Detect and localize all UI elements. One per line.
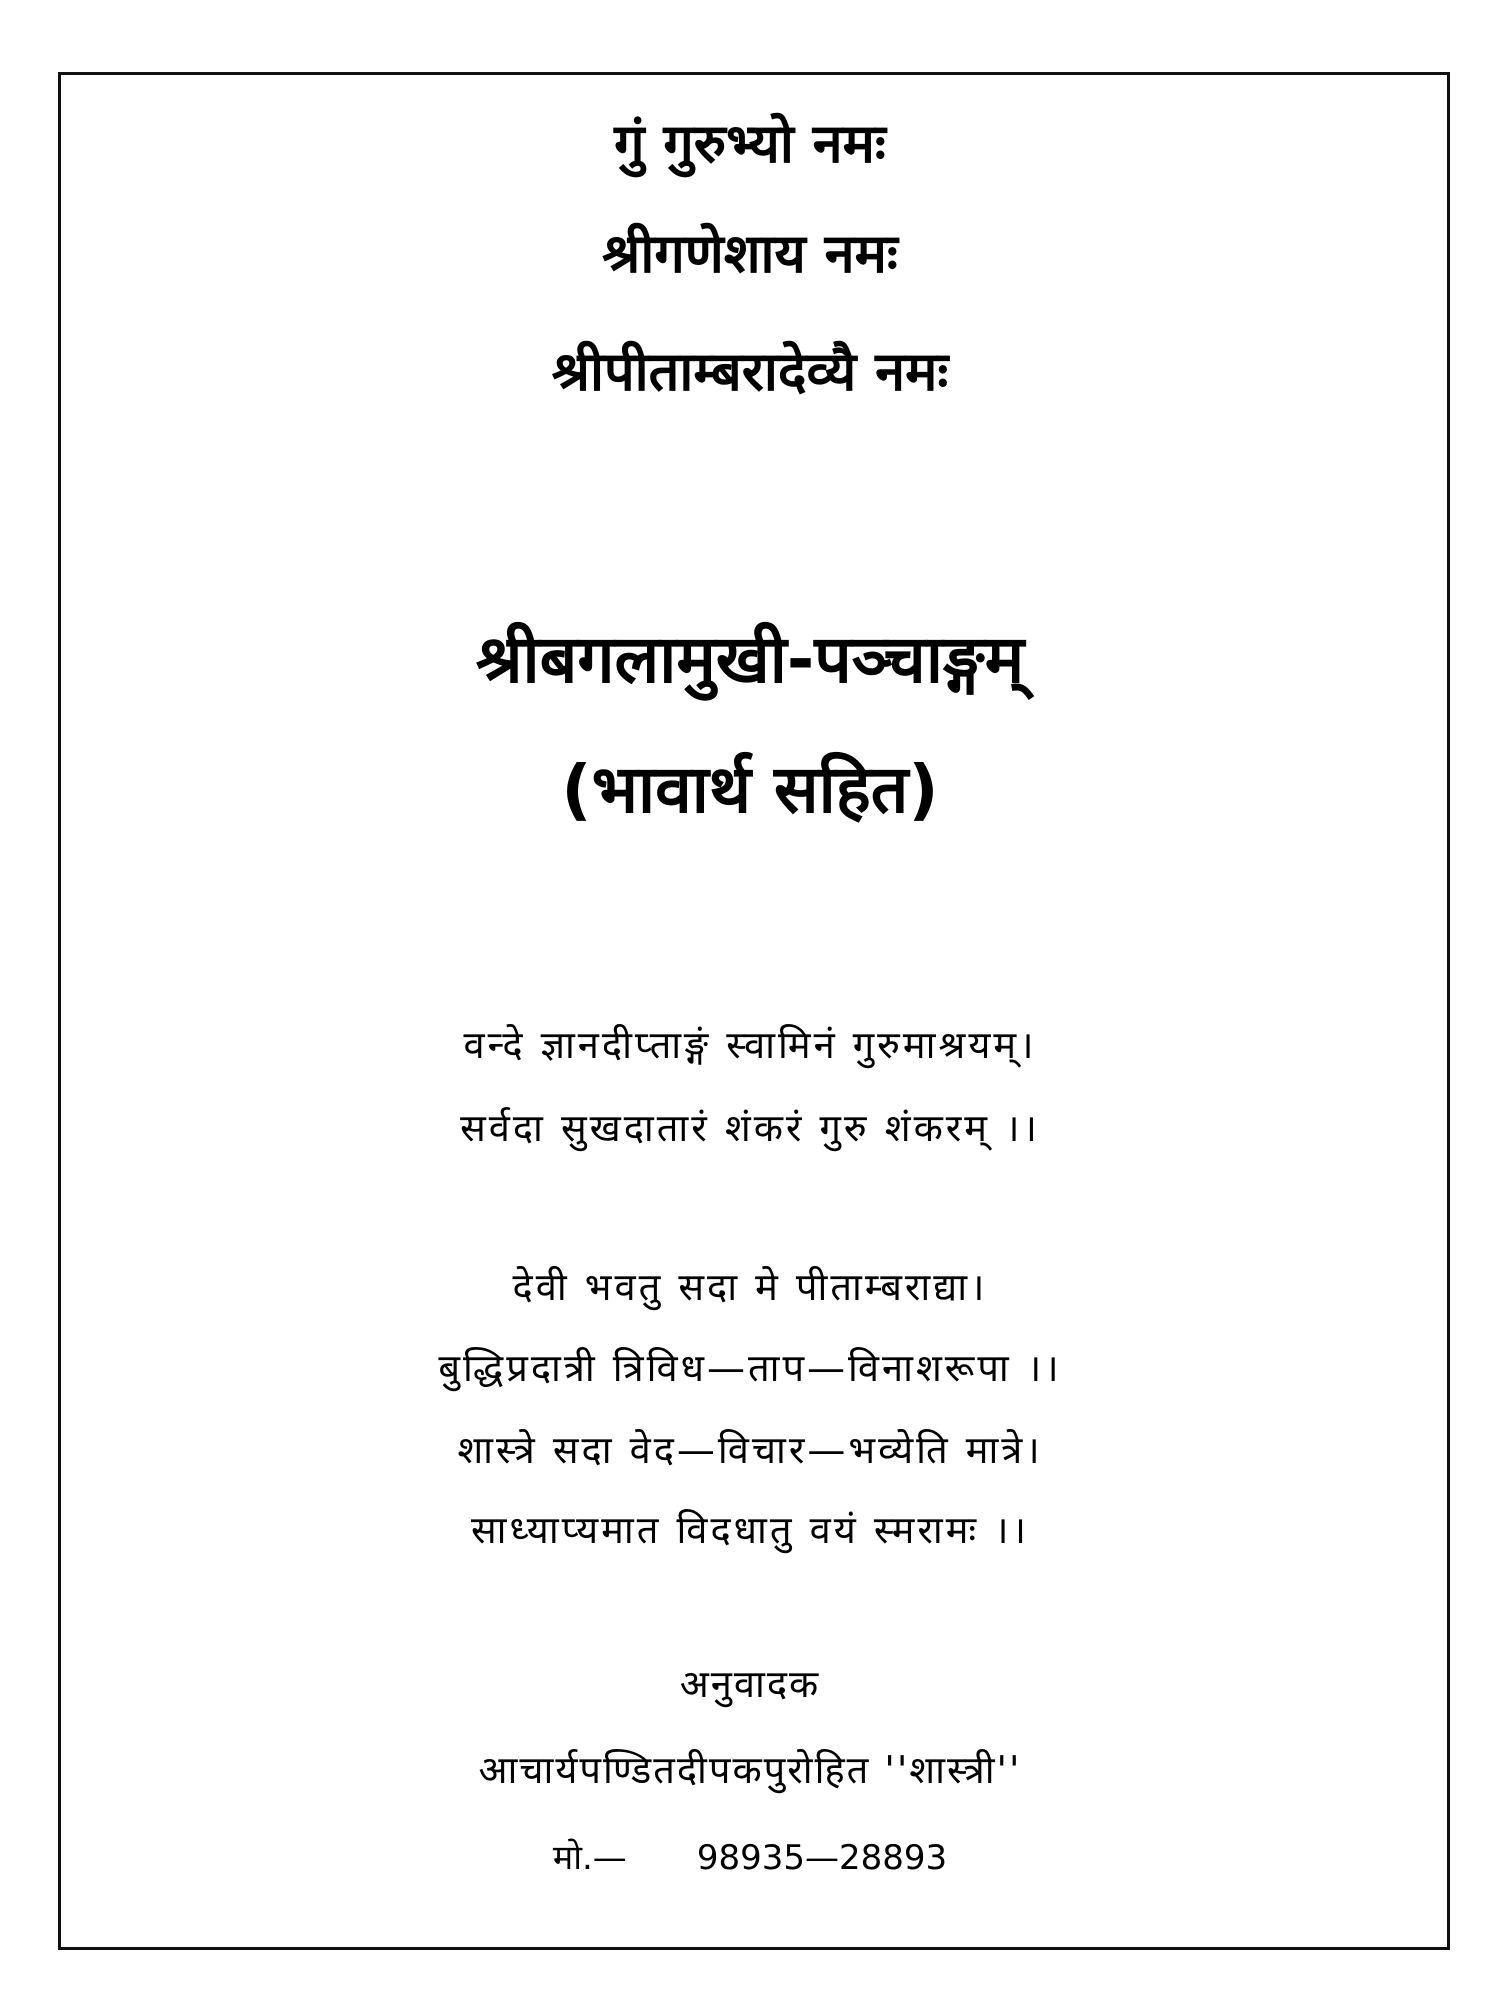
- verse1-line2: सर्वदा सुखदातारं शंकरं गुरु शंकरम् ।।: [460, 1106, 1040, 1150]
- verse1-line1: वन्दे ज्ञानदीप्ताङ्गं स्वामिनं गुरुमाश्रयम्।: [463, 1023, 1037, 1067]
- translator-name: आचार्यपण्डितदीपकपुरोहित ''शास्त्री'': [478, 1748, 1022, 1792]
- translator-label: अनुवादक: [679, 1662, 821, 1706]
- phone-label: मो.—: [552, 1838, 627, 1878]
- verse2-line4: साध्याप्यमात विदधातु वयं स्मरामः ।।: [470, 1508, 1029, 1552]
- book-title: श्रीबगलामुखी-पञ्चाङ्गम्: [475, 621, 1025, 698]
- invocation-pitambara: श्रीपीताम्बरादेव्यै नमः: [551, 340, 949, 403]
- verse2-line3: शास्त्रे सदा वेद—विचार—भव्येति मात्रे।: [457, 1428, 1043, 1472]
- book-subtitle: (भावार्थ सहित): [561, 751, 939, 828]
- phone-number: 98935—28893: [696, 1838, 948, 1878]
- invocation-ganesha: श्रीगणेशाय नमः: [602, 222, 898, 285]
- invocation-guru: गुं गुरुभ्यो नमः: [614, 112, 886, 175]
- verse2-line1: देवी भवतु सदा मे पीताम्बराद्या।: [512, 1265, 988, 1309]
- phone-line: [0, 1838, 1500, 1879]
- verse2-line2: बुद्धिप्रदात्री त्रिविध—ताप—विनाशरूपा ।।: [438, 1346, 1062, 1390]
